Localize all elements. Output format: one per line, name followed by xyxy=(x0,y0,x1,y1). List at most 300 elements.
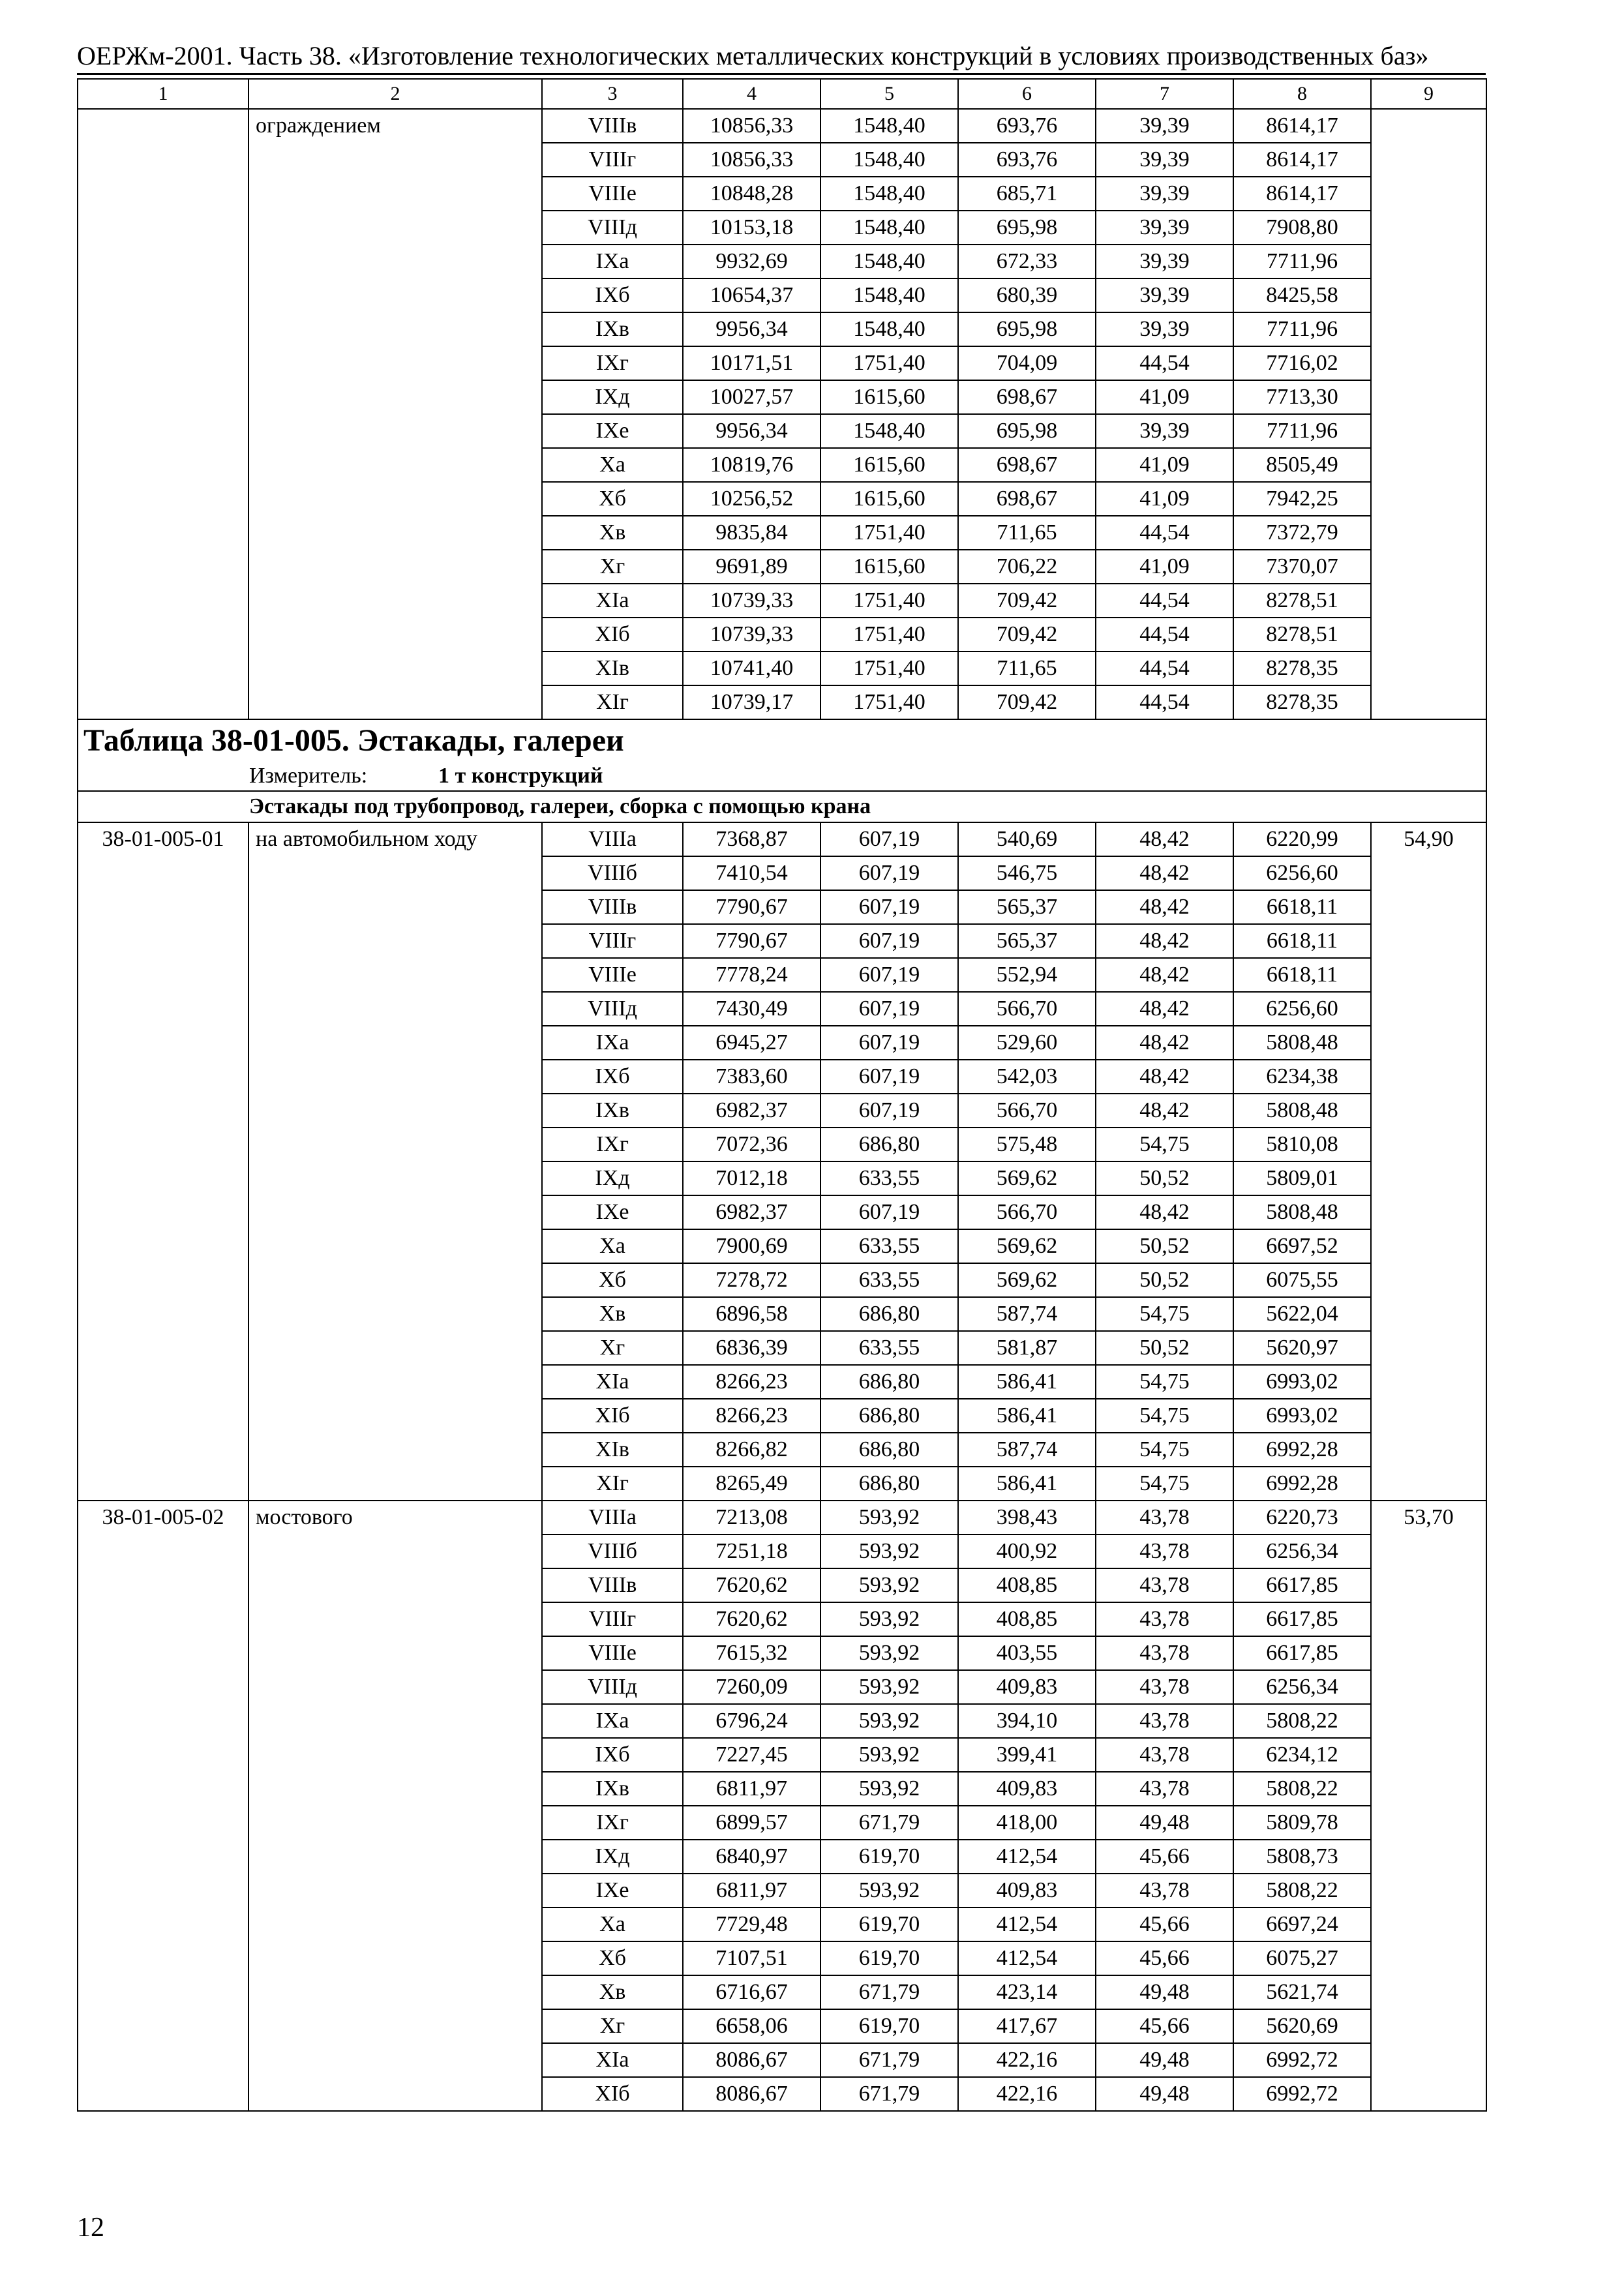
value-cell: 45,66 xyxy=(1096,1941,1233,1975)
value-cell: 6992,72 xyxy=(1233,2043,1371,2077)
value-cell: 5809,78 xyxy=(1233,1806,1371,1840)
value-cell: 6658,06 xyxy=(683,2009,820,2043)
value-cell: 7213,08 xyxy=(683,1501,820,1534)
value-cell: 529,60 xyxy=(958,1026,1096,1060)
value-cell: 5808,48 xyxy=(1233,1195,1371,1229)
value-cell: 6716,67 xyxy=(683,1975,820,2009)
value-cell: 39,39 xyxy=(1096,143,1233,177)
document-header: ОЕРЖм-2001. Часть 38. «Изготовление технологических металлических конструкций в условиях производственных баз» xyxy=(77,41,1429,70)
group-heading-row xyxy=(78,791,1486,822)
value-cell: 43,78 xyxy=(1096,1772,1233,1806)
value-cell: 418,00 xyxy=(958,1806,1096,1840)
header-rule xyxy=(77,73,1486,75)
region-code: XIв xyxy=(542,1433,683,1467)
value-cell: 7227,45 xyxy=(683,1738,820,1772)
region-code: IXв xyxy=(542,312,683,346)
value-cell: 593,92 xyxy=(820,1636,958,1670)
region-code: VIIIб xyxy=(542,1534,683,1568)
value-cell: 9956,34 xyxy=(683,312,820,346)
value-cell: 619,70 xyxy=(820,2009,958,2043)
value-cell: 8278,51 xyxy=(1233,618,1371,651)
value-cell: 6075,55 xyxy=(1233,1263,1371,1297)
column-number: 4 xyxy=(683,79,820,109)
value-cell: 9835,84 xyxy=(683,516,820,550)
value-cell: 49,48 xyxy=(1096,1975,1233,2009)
value-cell: 1751,40 xyxy=(820,651,958,685)
value-cell: 5620,69 xyxy=(1233,2009,1371,2043)
value-cell: 586,41 xyxy=(958,1467,1096,1501)
region-code: IXа xyxy=(542,1026,683,1060)
value-cell: 569,62 xyxy=(958,1263,1096,1297)
value-cell: 45,66 xyxy=(1096,1908,1233,1941)
value-cell: 575,48 xyxy=(958,1128,1096,1161)
value-cell: 6256,34 xyxy=(1233,1670,1371,1704)
region-code: Xв xyxy=(542,1975,683,2009)
value-cell: 48,42 xyxy=(1096,924,1233,958)
value-cell: 695,98 xyxy=(958,211,1096,245)
value-cell: 619,70 xyxy=(820,1908,958,1941)
value-cell: 9932,69 xyxy=(683,245,820,278)
value-cell: 7012,18 xyxy=(683,1161,820,1195)
value-cell: 5808,22 xyxy=(1233,1772,1371,1806)
value-cell: 7620,62 xyxy=(683,1602,820,1636)
value-cell: 6220,73 xyxy=(1233,1501,1371,1534)
value-cell: 7372,79 xyxy=(1233,516,1371,550)
value-cell: 409,83 xyxy=(958,1772,1096,1806)
region-code: IXе xyxy=(542,1874,683,1908)
value-cell: 607,19 xyxy=(820,1026,958,1060)
value-cell: 6896,58 xyxy=(683,1297,820,1331)
item-code: 38-01-005-02 xyxy=(78,1501,248,2111)
value-cell: 7790,67 xyxy=(683,890,820,924)
group-heading xyxy=(78,791,1486,822)
value-cell: 5808,48 xyxy=(1233,1026,1371,1060)
value-cell: 6234,12 xyxy=(1233,1738,1371,1772)
value-cell: 422,16 xyxy=(958,2077,1096,2111)
value-cell: 7620,62 xyxy=(683,1568,820,1602)
value-cell: 686,80 xyxy=(820,1365,958,1399)
value-cell: 686,80 xyxy=(820,1467,958,1501)
value-cell: 44,54 xyxy=(1096,618,1233,651)
value-cell: 39,39 xyxy=(1096,312,1233,346)
region-code: IXе xyxy=(542,414,683,448)
value-cell: 48,42 xyxy=(1096,1060,1233,1094)
value-cell: 54,75 xyxy=(1096,1365,1233,1399)
value-cell: 412,54 xyxy=(958,1941,1096,1975)
value-cell: 54,75 xyxy=(1096,1297,1233,1331)
value-cell: 50,52 xyxy=(1096,1263,1233,1297)
value-cell: 698,67 xyxy=(958,380,1096,414)
value-cell: 417,67 xyxy=(958,2009,1096,2043)
value-cell: 540,69 xyxy=(958,822,1096,856)
value-cell: 709,42 xyxy=(958,685,1096,719)
value-cell: 400,92 xyxy=(958,1534,1096,1568)
value-cell: 412,54 xyxy=(958,1908,1096,1941)
value-cell: 7790,67 xyxy=(683,924,820,958)
value-cell: 44,54 xyxy=(1096,584,1233,618)
value-cell: 39,39 xyxy=(1096,177,1233,211)
value-cell: 48,42 xyxy=(1096,856,1233,890)
value-cell: 709,42 xyxy=(958,584,1096,618)
region-code: XIа xyxy=(542,584,683,618)
value-cell: 49,48 xyxy=(1096,2077,1233,2111)
region-code: IXд xyxy=(542,380,683,414)
value-cell: 686,80 xyxy=(820,1399,958,1433)
value-cell: 10739,17 xyxy=(683,685,820,719)
value-cell: 698,67 xyxy=(958,448,1096,482)
value-cell: 8278,35 xyxy=(1233,685,1371,719)
item-mass: 53,70 xyxy=(1371,1501,1486,2111)
value-cell: 43,78 xyxy=(1096,1534,1233,1568)
value-cell: 10027,57 xyxy=(683,380,820,414)
region-code: XIб xyxy=(542,1399,683,1433)
value-cell: 54,75 xyxy=(1096,1128,1233,1161)
value-cell: 633,55 xyxy=(820,1331,958,1365)
value-cell: 593,92 xyxy=(820,1874,958,1908)
value-cell: 6618,11 xyxy=(1233,958,1371,992)
value-cell: 6811,97 xyxy=(683,1874,820,1908)
region-code: Xв xyxy=(542,516,683,550)
value-cell: 48,42 xyxy=(1096,1195,1233,1229)
value-cell: 542,03 xyxy=(958,1060,1096,1094)
value-cell: 1615,60 xyxy=(820,448,958,482)
value-cell: 1548,40 xyxy=(820,177,958,211)
value-cell: 10739,33 xyxy=(683,584,820,618)
value-cell: 607,19 xyxy=(820,1195,958,1229)
value-cell: 10654,37 xyxy=(683,278,820,312)
value-cell: 565,37 xyxy=(958,924,1096,958)
group-heading-text: Эстакады под трубопровод, галереи, сборка с помощью крана xyxy=(249,794,871,818)
region-code: VIIIд xyxy=(542,992,683,1026)
value-cell: 693,76 xyxy=(958,109,1096,143)
value-cell: 607,19 xyxy=(820,1060,958,1094)
region-code: IXб xyxy=(542,1738,683,1772)
value-cell: 1615,60 xyxy=(820,380,958,414)
value-cell: 1548,40 xyxy=(820,109,958,143)
region-code: IXа xyxy=(542,1704,683,1738)
value-cell: 9691,89 xyxy=(683,550,820,584)
value-cell: 1751,40 xyxy=(820,346,958,380)
value-cell: 10819,76 xyxy=(683,448,820,482)
value-cell: 6618,11 xyxy=(1233,890,1371,924)
value-cell: 546,75 xyxy=(958,856,1096,890)
value-cell: 6993,02 xyxy=(1233,1365,1371,1399)
value-cell: 5622,04 xyxy=(1233,1297,1371,1331)
value-cell: 7072,36 xyxy=(683,1128,820,1161)
value-cell: 607,19 xyxy=(820,958,958,992)
table-row xyxy=(78,109,1486,143)
value-cell: 41,09 xyxy=(1096,380,1233,414)
unit-value: 1 т конструкций xyxy=(438,764,603,788)
value-cell: 704,09 xyxy=(958,346,1096,380)
region-code: XIг xyxy=(542,1467,683,1501)
value-cell: 6220,99 xyxy=(1233,822,1371,856)
value-cell: 695,98 xyxy=(958,312,1096,346)
region-code: VIIIа xyxy=(542,822,683,856)
value-cell: 43,78 xyxy=(1096,1501,1233,1534)
region-code: XIб xyxy=(542,618,683,651)
value-cell: 10856,33 xyxy=(683,143,820,177)
value-cell: 7711,96 xyxy=(1233,312,1371,346)
value-cell: 43,78 xyxy=(1096,1704,1233,1738)
value-cell: 593,92 xyxy=(820,1602,958,1636)
region-code: Xа xyxy=(542,1229,683,1263)
value-cell: 7370,07 xyxy=(1233,550,1371,584)
value-cell: 7942,25 xyxy=(1233,482,1371,516)
value-cell: 565,37 xyxy=(958,890,1096,924)
table-title: Таблица 38-01-005. Эстакады, галереи xyxy=(83,723,624,758)
region-code: IXг xyxy=(542,1806,683,1840)
value-cell: 10739,33 xyxy=(683,618,820,651)
value-cell: 593,92 xyxy=(820,1704,958,1738)
value-cell: 1615,60 xyxy=(820,550,958,584)
region-code: Xа xyxy=(542,1908,683,1941)
value-cell: 48,42 xyxy=(1096,958,1233,992)
value-cell: 6992,72 xyxy=(1233,2077,1371,2111)
region-code: IXв xyxy=(542,1772,683,1806)
item-code: 38-01-005-01 xyxy=(78,822,248,1501)
value-cell: 619,70 xyxy=(820,1941,958,1975)
region-code: VIIIв xyxy=(542,1568,683,1602)
value-cell: 566,70 xyxy=(958,1094,1096,1128)
value-cell: 607,19 xyxy=(820,992,958,1026)
value-cell: 7900,69 xyxy=(683,1229,820,1263)
value-cell: 44,54 xyxy=(1096,516,1233,550)
value-cell: 8425,58 xyxy=(1233,278,1371,312)
region-code: Xг xyxy=(542,1331,683,1365)
value-cell: 6811,97 xyxy=(683,1772,820,1806)
value-cell: 7251,18 xyxy=(683,1534,820,1568)
region-code: XIб xyxy=(542,2077,683,2111)
region-code: VIIIг xyxy=(542,143,683,177)
value-cell: 593,92 xyxy=(820,1501,958,1534)
value-cell: 403,55 xyxy=(958,1636,1096,1670)
value-cell: 5620,97 xyxy=(1233,1331,1371,1365)
region-code: IXд xyxy=(542,1161,683,1195)
value-cell: 7383,60 xyxy=(683,1060,820,1094)
value-cell: 587,74 xyxy=(958,1433,1096,1467)
value-cell: 693,76 xyxy=(958,143,1096,177)
value-cell: 7368,87 xyxy=(683,822,820,856)
value-cell: 709,42 xyxy=(958,618,1096,651)
value-cell: 552,94 xyxy=(958,958,1096,992)
region-code: IXб xyxy=(542,278,683,312)
value-cell: 6899,57 xyxy=(683,1806,820,1840)
region-code: XIа xyxy=(542,2043,683,2077)
value-cell: 1751,40 xyxy=(820,584,958,618)
column-number: 9 xyxy=(1371,79,1486,109)
region-code: VIIIа xyxy=(542,1501,683,1534)
value-cell: 7410,54 xyxy=(683,856,820,890)
value-cell: 6618,11 xyxy=(1233,924,1371,958)
value-cell: 607,19 xyxy=(820,924,958,958)
value-cell: 5809,01 xyxy=(1233,1161,1371,1195)
value-cell: 7430,49 xyxy=(683,992,820,1026)
value-cell: 7107,51 xyxy=(683,1941,820,1975)
value-cell: 50,52 xyxy=(1096,1229,1233,1263)
value-cell: 48,42 xyxy=(1096,890,1233,924)
value-cell: 6993,02 xyxy=(1233,1399,1371,1433)
value-cell: 8505,49 xyxy=(1233,448,1371,482)
value-cell: 6992,28 xyxy=(1233,1433,1371,1467)
item-code xyxy=(78,109,248,719)
region-code: VIIIв xyxy=(542,109,683,143)
value-cell: 6256,34 xyxy=(1233,1534,1371,1568)
value-cell: 8278,51 xyxy=(1233,584,1371,618)
value-cell: 7615,32 xyxy=(683,1636,820,1670)
value-cell: 695,98 xyxy=(958,414,1096,448)
region-code: VIIIв xyxy=(542,890,683,924)
value-cell: 7260,09 xyxy=(683,1670,820,1704)
value-cell: 10741,40 xyxy=(683,651,820,685)
value-cell: 41,09 xyxy=(1096,482,1233,516)
value-cell: 7713,30 xyxy=(1233,380,1371,414)
value-cell: 6256,60 xyxy=(1233,992,1371,1026)
region-code: Xг xyxy=(542,2009,683,2043)
column-number-row xyxy=(78,79,1486,109)
value-cell: 7711,96 xyxy=(1233,245,1371,278)
value-cell: 5808,22 xyxy=(1233,1704,1371,1738)
region-code: Xг xyxy=(542,550,683,584)
value-cell: 633,55 xyxy=(820,1263,958,1297)
value-cell: 671,79 xyxy=(820,1975,958,2009)
value-cell: 581,87 xyxy=(958,1331,1096,1365)
value-cell: 409,83 xyxy=(958,1874,1096,1908)
value-cell: 10153,18 xyxy=(683,211,820,245)
region-code: VIIIе xyxy=(542,958,683,992)
value-cell: 1615,60 xyxy=(820,482,958,516)
value-cell: 49,48 xyxy=(1096,2043,1233,2077)
value-cell: 6982,37 xyxy=(683,1195,820,1229)
column-number: 8 xyxy=(1233,79,1371,109)
value-cell: 45,66 xyxy=(1096,2009,1233,2043)
value-cell: 680,39 xyxy=(958,278,1096,312)
region-code: IXд xyxy=(542,1840,683,1874)
table-row xyxy=(78,1501,1486,1534)
value-cell: 593,92 xyxy=(820,1772,958,1806)
value-cell: 8266,23 xyxy=(683,1399,820,1433)
value-cell: 607,19 xyxy=(820,822,958,856)
value-cell: 43,78 xyxy=(1096,1636,1233,1670)
region-code: Xа xyxy=(542,448,683,482)
value-cell: 633,55 xyxy=(820,1229,958,1263)
value-cell: 6617,85 xyxy=(1233,1568,1371,1602)
value-cell: 7729,48 xyxy=(683,1908,820,1941)
value-cell: 54,75 xyxy=(1096,1433,1233,1467)
value-cell: 7278,72 xyxy=(683,1263,820,1297)
value-cell: 44,54 xyxy=(1096,685,1233,719)
item-description: на автомобильном ходу xyxy=(248,822,542,1501)
value-cell: 39,39 xyxy=(1096,109,1233,143)
value-cell: 10256,52 xyxy=(683,482,820,516)
value-cell: 6840,97 xyxy=(683,1840,820,1874)
region-code: IXг xyxy=(542,1128,683,1161)
value-cell: 8614,17 xyxy=(1233,177,1371,211)
value-cell: 54,75 xyxy=(1096,1467,1233,1501)
column-number: 1 xyxy=(78,79,248,109)
value-cell: 409,83 xyxy=(958,1670,1096,1704)
value-cell: 6697,24 xyxy=(1233,1908,1371,1941)
value-cell: 6982,37 xyxy=(683,1094,820,1128)
value-cell: 672,33 xyxy=(958,245,1096,278)
value-cell: 7908,80 xyxy=(1233,211,1371,245)
region-code: Xб xyxy=(542,1941,683,1975)
value-cell: 5810,08 xyxy=(1233,1128,1371,1161)
item-mass xyxy=(1371,109,1486,719)
region-code: VIIIе xyxy=(542,177,683,211)
value-cell: 1548,40 xyxy=(820,278,958,312)
value-cell: 619,70 xyxy=(820,1840,958,1874)
value-cell: 39,39 xyxy=(1096,278,1233,312)
value-cell: 586,41 xyxy=(958,1399,1096,1433)
value-cell: 587,74 xyxy=(958,1297,1096,1331)
region-code: Xб xyxy=(542,482,683,516)
value-cell: 566,70 xyxy=(958,1195,1096,1229)
value-cell: 8278,35 xyxy=(1233,651,1371,685)
value-cell: 6075,27 xyxy=(1233,1941,1371,1975)
value-cell: 10848,28 xyxy=(683,177,820,211)
value-cell: 607,19 xyxy=(820,856,958,890)
value-cell: 1751,40 xyxy=(820,685,958,719)
value-cell: 7716,02 xyxy=(1233,346,1371,380)
region-code: IXе xyxy=(542,1195,683,1229)
unit-line xyxy=(78,762,1486,790)
value-cell: 43,78 xyxy=(1096,1874,1233,1908)
value-cell: 44,54 xyxy=(1096,651,1233,685)
value-cell: 8086,67 xyxy=(683,2043,820,2077)
value-cell: 1548,40 xyxy=(820,312,958,346)
region-code: VIIIд xyxy=(542,1670,683,1704)
value-cell: 698,67 xyxy=(958,482,1096,516)
region-code: IXв xyxy=(542,1094,683,1128)
page-number: 12 xyxy=(77,2213,104,2243)
item-description: ограждением xyxy=(248,109,542,719)
value-cell: 671,79 xyxy=(820,2077,958,2111)
value-cell: 593,92 xyxy=(820,1670,958,1704)
region-code: VIIIд xyxy=(542,211,683,245)
value-cell: 5808,48 xyxy=(1233,1094,1371,1128)
value-cell: 686,80 xyxy=(820,1128,958,1161)
value-cell: 6697,52 xyxy=(1233,1229,1371,1263)
value-cell: 422,16 xyxy=(958,2043,1096,2077)
value-cell: 566,70 xyxy=(958,992,1096,1026)
value-cell: 49,48 xyxy=(1096,1806,1233,1840)
value-cell: 50,52 xyxy=(1096,1331,1233,1365)
value-cell: 686,80 xyxy=(820,1297,958,1331)
value-cell: 39,39 xyxy=(1096,414,1233,448)
table-row xyxy=(78,822,1486,856)
value-cell: 593,92 xyxy=(820,1568,958,1602)
region-code: VIIIг xyxy=(542,1602,683,1636)
value-cell: 6836,39 xyxy=(683,1331,820,1365)
value-cell: 399,41 xyxy=(958,1738,1096,1772)
value-cell: 1548,40 xyxy=(820,143,958,177)
value-cell: 1751,40 xyxy=(820,516,958,550)
value-cell: 48,42 xyxy=(1096,1026,1233,1060)
value-cell: 54,75 xyxy=(1096,1399,1233,1433)
value-cell: 5621,74 xyxy=(1233,1975,1371,2009)
value-cell: 685,71 xyxy=(958,177,1096,211)
column-number: 6 xyxy=(958,79,1096,109)
value-cell: 607,19 xyxy=(820,1094,958,1128)
region-code: VIIIг xyxy=(542,924,683,958)
value-cell: 7778,24 xyxy=(683,958,820,992)
value-cell: 6617,85 xyxy=(1233,1636,1371,1670)
value-cell: 8266,82 xyxy=(683,1433,820,1467)
value-cell: 43,78 xyxy=(1096,1602,1233,1636)
table-body xyxy=(78,79,1486,2111)
table-section xyxy=(78,719,1486,791)
